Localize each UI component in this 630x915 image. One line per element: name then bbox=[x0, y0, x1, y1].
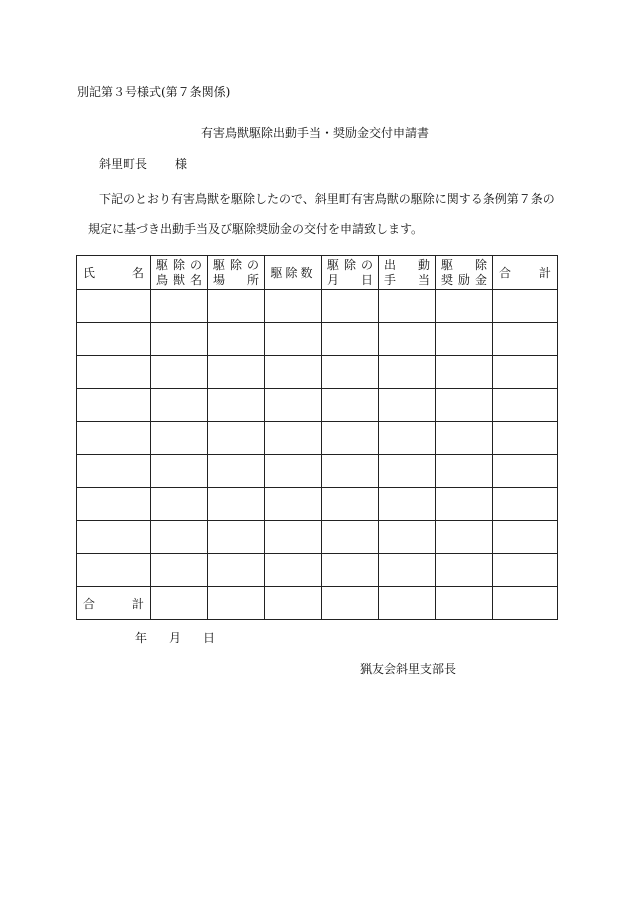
header-allowance: 出 動 手 当 bbox=[379, 256, 436, 290]
cell-count[interactable] bbox=[265, 389, 322, 422]
cell-total[interactable] bbox=[493, 323, 558, 356]
cell-date[interactable] bbox=[322, 455, 379, 488]
cell-count[interactable] bbox=[265, 323, 322, 356]
cell-name[interactable] bbox=[77, 554, 151, 587]
cell-species[interactable] bbox=[151, 488, 208, 521]
table-row bbox=[77, 323, 558, 356]
cell-count[interactable] bbox=[265, 488, 322, 521]
total-allowance[interactable] bbox=[379, 587, 436, 620]
report-table bbox=[76, 255, 558, 620]
cell-name[interactable] bbox=[77, 389, 151, 422]
total-species[interactable] bbox=[151, 587, 208, 620]
cell-date[interactable] bbox=[322, 422, 379, 455]
cell-incentive[interactable] bbox=[436, 488, 493, 521]
cell-incentive[interactable] bbox=[436, 554, 493, 587]
table-header-row bbox=[77, 256, 558, 290]
total-incentive[interactable] bbox=[436, 587, 493, 620]
table-row bbox=[77, 356, 558, 389]
cell-count[interactable] bbox=[265, 422, 322, 455]
cell-location[interactable] bbox=[208, 455, 265, 488]
form-number: 別記第３号様式(第７条関係) bbox=[77, 85, 231, 99]
table-row bbox=[77, 521, 558, 554]
addressee-name: 斜里町長 bbox=[99, 157, 148, 171]
cell-date[interactable] bbox=[322, 554, 379, 587]
table-row bbox=[77, 488, 558, 521]
table-row bbox=[77, 389, 558, 422]
cell-allowance[interactable] bbox=[379, 290, 436, 323]
header-name: 氏 名 bbox=[77, 256, 151, 290]
cell-total[interactable] bbox=[493, 521, 558, 554]
cell-incentive[interactable] bbox=[436, 455, 493, 488]
cell-allowance[interactable] bbox=[379, 356, 436, 389]
cell-location[interactable] bbox=[208, 356, 265, 389]
addressee bbox=[99, 155, 187, 172]
year-label: 年 bbox=[135, 631, 148, 645]
cell-name[interactable] bbox=[77, 323, 151, 356]
cell-species[interactable] bbox=[151, 389, 208, 422]
cell-allowance[interactable] bbox=[379, 389, 436, 422]
cell-location[interactable] bbox=[208, 323, 265, 356]
cell-allowance[interactable] bbox=[379, 455, 436, 488]
table-row bbox=[77, 554, 558, 587]
table-row bbox=[77, 455, 558, 488]
cell-total[interactable] bbox=[493, 290, 558, 323]
cell-date[interactable] bbox=[322, 290, 379, 323]
cell-species[interactable] bbox=[151, 290, 208, 323]
cell-name[interactable] bbox=[77, 488, 151, 521]
cell-species[interactable] bbox=[151, 521, 208, 554]
header-species: 駆 除 の 鳥 獣 名 bbox=[151, 256, 208, 290]
cell-count[interactable] bbox=[265, 521, 322, 554]
cell-total[interactable] bbox=[493, 554, 558, 587]
cell-name[interactable] bbox=[77, 290, 151, 323]
total-total[interactable] bbox=[493, 587, 558, 620]
cell-count[interactable] bbox=[265, 356, 322, 389]
cell-count[interactable] bbox=[265, 290, 322, 323]
cell-allowance[interactable] bbox=[379, 422, 436, 455]
cell-allowance[interactable] bbox=[379, 323, 436, 356]
cell-incentive[interactable] bbox=[436, 356, 493, 389]
cell-incentive[interactable] bbox=[436, 323, 493, 356]
cell-allowance[interactable] bbox=[379, 554, 436, 587]
header-incentive: 駆 除 奨 励 金 bbox=[436, 256, 493, 290]
total-date[interactable] bbox=[322, 587, 379, 620]
total-count[interactable] bbox=[265, 587, 322, 620]
cell-total[interactable] bbox=[493, 389, 558, 422]
cell-incentive[interactable] bbox=[436, 422, 493, 455]
cell-total[interactable] bbox=[493, 422, 558, 455]
cell-location[interactable] bbox=[208, 422, 265, 455]
cell-date[interactable] bbox=[322, 389, 379, 422]
cell-count[interactable] bbox=[265, 455, 322, 488]
cell-species[interactable] bbox=[151, 356, 208, 389]
cell-species[interactable] bbox=[151, 554, 208, 587]
total-row bbox=[77, 587, 558, 620]
document-title: 有害鳥獣駆除出動手当・奨励金交付申請書 bbox=[200, 126, 429, 140]
body-text-line-1: 下記のとおり有害鳥獣を駆除したので、斜里町有害鳥獣の駆除に関する条例第７条の bbox=[99, 192, 555, 206]
header-count: 駆除数 bbox=[265, 256, 322, 290]
cell-name[interactable] bbox=[77, 455, 151, 488]
total-location[interactable] bbox=[208, 587, 265, 620]
cell-location[interactable] bbox=[208, 389, 265, 422]
cell-name[interactable] bbox=[77, 422, 151, 455]
cell-incentive[interactable] bbox=[436, 521, 493, 554]
cell-species[interactable] bbox=[151, 455, 208, 488]
total-row-label: 合 計 bbox=[77, 587, 151, 620]
cell-location[interactable] bbox=[208, 290, 265, 323]
table-row bbox=[77, 422, 558, 455]
cell-species[interactable] bbox=[151, 422, 208, 455]
cell-date[interactable] bbox=[322, 356, 379, 389]
header-total: 合 計 bbox=[493, 256, 558, 290]
cell-total[interactable] bbox=[493, 488, 558, 521]
cell-species[interactable] bbox=[151, 323, 208, 356]
cell-date[interactable] bbox=[322, 323, 379, 356]
cell-allowance[interactable] bbox=[379, 521, 436, 554]
month-label: 月 bbox=[169, 631, 182, 645]
signatory: 猟友会斜里支部長 bbox=[360, 662, 457, 676]
cell-location[interactable] bbox=[208, 521, 265, 554]
cell-name[interactable] bbox=[77, 356, 151, 389]
table-row bbox=[77, 290, 558, 323]
cell-incentive[interactable] bbox=[436, 290, 493, 323]
cell-date[interactable] bbox=[322, 521, 379, 554]
cell-total[interactable] bbox=[493, 356, 558, 389]
addressee-honorific: 様 bbox=[175, 157, 188, 171]
cell-date[interactable] bbox=[322, 488, 379, 521]
body-text-line-2: 規定に基づき出動手当及び駆除奨励金の交付を申請致します。 bbox=[88, 222, 424, 236]
cell-location[interactable] bbox=[208, 488, 265, 521]
cell-total[interactable] bbox=[493, 455, 558, 488]
cell-incentive[interactable] bbox=[436, 389, 493, 422]
cell-location[interactable] bbox=[208, 554, 265, 587]
header-date: 駆 除 の 月 日 bbox=[322, 256, 379, 290]
date-line bbox=[135, 629, 215, 646]
day-label: 日 bbox=[203, 631, 216, 645]
cell-allowance[interactable] bbox=[379, 488, 436, 521]
cell-count[interactable] bbox=[265, 554, 322, 587]
header-location: 駆 除 の 場 所 bbox=[208, 256, 265, 290]
cell-name[interactable] bbox=[77, 521, 151, 554]
